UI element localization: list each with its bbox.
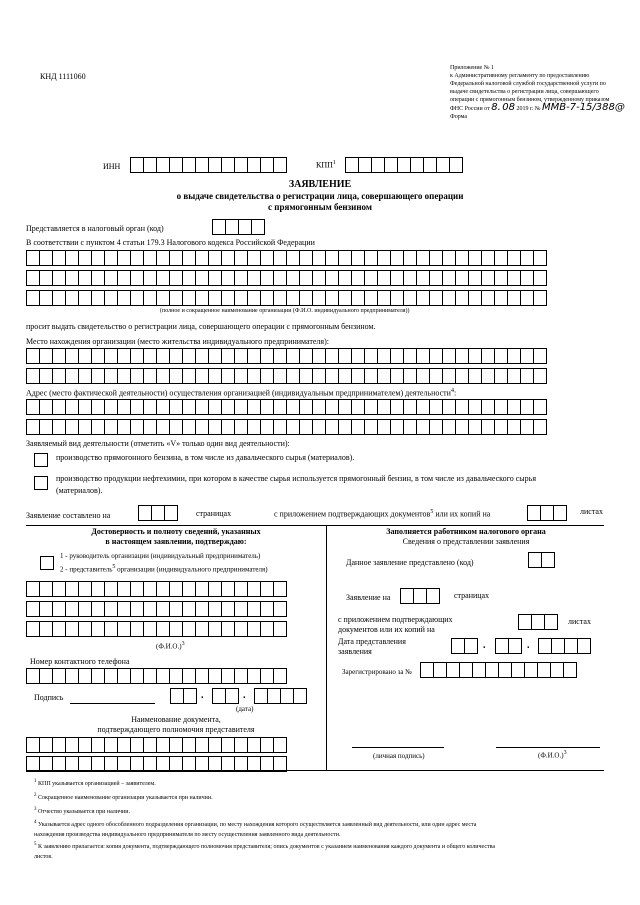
location-label: Место нахождения организации (место жительства индивидуального предпринимателя): [26, 337, 329, 346]
date-separator: . [483, 640, 486, 651]
officer-fio-line[interactable] [496, 747, 600, 748]
fio-row[interactable] [26, 621, 286, 637]
submit-date-label-cont: заявления [338, 647, 372, 656]
section-divider [26, 525, 604, 526]
submitted-code-label: Данное заявление представлено (код) [346, 558, 474, 567]
document-subtitle: с прямогонным бензином [268, 202, 372, 212]
appendix-title: Приложение № 1 [450, 65, 494, 71]
org-name-row[interactable] [26, 290, 546, 306]
appendix-block [450, 64, 625, 121]
with-docs-label: с приложением подтверждающих [338, 615, 453, 624]
doc-name-row[interactable] [26, 737, 286, 753]
appendix-line: операции с прямогонным бензином, утвержденному приказом [450, 97, 610, 103]
date-month-cells[interactable] [212, 688, 238, 704]
officer-signature-line[interactable] [352, 747, 444, 748]
date-separator: . [527, 640, 530, 651]
confirm-title: в настоящем заявлении, подтверждаю: [105, 537, 247, 546]
form-label: Форма [450, 114, 468, 120]
inn-cells[interactable] [130, 157, 286, 173]
appendix-line: выдаче свидетельства о регистрации лица, совершающего [450, 89, 599, 95]
activity-2-checkbox[interactable] [34, 476, 48, 490]
location-row[interactable] [26, 368, 546, 384]
docs-sheets-label: листах [568, 617, 591, 626]
statement-pages-cells[interactable] [400, 588, 439, 604]
footnote-divider [26, 770, 604, 771]
address-row[interactable] [26, 399, 546, 415]
pages-label: страницах [196, 509, 232, 518]
statement-pages-label: страницах [454, 591, 490, 600]
phone-cells[interactable] [26, 668, 286, 684]
personal-signature-caption: (личная подпись) [373, 752, 425, 760]
appendix-line: Федеральной налоговой службой государственной услуги по [450, 81, 606, 87]
address-label: Адрес (место фактической деятельности) осуществления организацией (индивидуальным предпринимателем) деятельности$^4$: [26, 388, 457, 398]
with-docs-label-cont: документов или их копий на [338, 625, 435, 634]
document-title: ЗАЯВЛЕНИЕ [288, 179, 352, 190]
footnote-1: $^1$ КПП указывается организацией – заявителем. [34, 779, 156, 787]
tax-officer-subtitle: Сведения о представлении заявления [402, 537, 530, 546]
tax-officer-title: Заполняется работником налогового органа [386, 527, 546, 536]
date-day-cells[interactable] [170, 688, 196, 704]
footnote-4-cont: нахождения производства индивидуального предпринимателя по месту осуществления заявленного вида деятельности. [34, 832, 341, 838]
footnotes [34, 776, 495, 862]
fio-row[interactable] [26, 601, 286, 617]
fio-row[interactable] [26, 581, 286, 597]
footnote-2: $^2$ Сокращенное наименование организации указывается при наличии. [34, 793, 213, 801]
doc-title: подтверждающего полномочия представителя [97, 725, 255, 734]
appendix-order-line: ФНС России от 8. 08 2019 г. № ММВ-7-15/388@ [450, 102, 625, 113]
submit-month-cells[interactable] [495, 638, 521, 654]
submit-date-label: Дата представления [338, 637, 406, 646]
pages-count-cells[interactable] [138, 505, 177, 521]
inn-label: ИНН [103, 162, 121, 171]
date-separator: . [243, 690, 246, 701]
handwritten-order-number: ММВ-7-15/388@ [542, 102, 625, 113]
confirm-title: Достоверность и полноту сведений, указанных [91, 527, 261, 536]
activity-2-text: производство продукции нефтехимии, при котором в качестве сырья используется прямогонный бензин, в том числе из давальческого сырья [56, 474, 536, 483]
org-name-row[interactable] [26, 270, 546, 286]
activity-1-checkbox[interactable] [34, 453, 48, 467]
org-name-caption: (полное и сокращенное наименование организации (Ф.И.О. индивидуального предпринимателя)) [160, 308, 410, 314]
footnote-3: $^3$ Отчество указывается при наличии. [34, 807, 130, 815]
tax-authority-code-cells[interactable] [212, 219, 264, 235]
date-year-cells[interactable] [254, 688, 306, 704]
handwritten-month: 08 [502, 102, 515, 113]
handwritten-day: 8. [491, 102, 501, 113]
document-subtitle: о выдаче свидетельства о регистрации лица, совершающего операции [176, 191, 464, 201]
footnote-5: $^5$ К заявлению прилагается: копия документа, подтверждающего полномочия представителя; опись документов с указанием наименования каждого документа и общего количества [34, 842, 496, 850]
docs-sheets-cells[interactable] [518, 614, 557, 630]
activity-label: Заявляемый вид деятельности (отметить «V» только один вид деятельности): [26, 439, 290, 448]
date-separator: . [201, 690, 204, 701]
submit-day-cells[interactable] [451, 638, 477, 654]
kpp-cells[interactable] [345, 157, 462, 173]
address-row[interactable] [26, 419, 546, 435]
compiled-on-label: Заявление составлено на [26, 511, 111, 520]
fio-caption: $(Ф.И.О.)^3$ [156, 641, 185, 651]
footnote-5-cont: листов. [34, 854, 53, 860]
signature-label: Подпись [34, 693, 64, 702]
tax-authority-label: Представляется в налоговый орган (код) [26, 224, 164, 233]
statement-on-label: Заявление на [346, 593, 391, 602]
activity-2-text-cont: (материалов). [56, 486, 103, 495]
registered-label: Зарегистрировано за № [342, 668, 412, 676]
sheets-count-cells[interactable] [527, 505, 566, 521]
signer-option-1: 1 - руководитель организации (индивидуальный предприниматель) [60, 552, 261, 560]
registration-number-cells[interactable] [420, 662, 576, 678]
appendix-line: к Административному регламенту по предоставлению [450, 73, 590, 79]
form-code: КНД 1111060 [40, 72, 86, 81]
column-divider [326, 525, 327, 770]
with-docs-label: с приложением подтверждающих документов$^5$ или их копий на [274, 509, 491, 519]
footnote-4: $^4$ Указывается адрес одного обособленного подразделения организации, по месту нахождения которого осуществляется заявленный вид деятельности, или один адрес места [34, 820, 477, 828]
org-name-row[interactable] [26, 250, 546, 266]
kpp-label: КПП$^1$ [316, 160, 336, 170]
sheets-label: листах [580, 507, 603, 516]
submit-year-cells[interactable] [538, 638, 590, 654]
signer-type-box[interactable] [40, 556, 54, 570]
request-text: просит выдать свидетельство о регистрации лица, совершающего операции с прямогонным бензином. [26, 322, 376, 331]
doc-title: Наименование документа, [131, 715, 221, 724]
officer-fio-caption: $(Ф.И.О.)^3$ [538, 750, 567, 760]
phone-label: Номер контактного телефона [30, 657, 130, 666]
submitted-code-cells[interactable] [528, 552, 554, 568]
activity-1-text: производство прямогонного бензина, в том числе из давальческого сырья (материалов). [56, 453, 355, 462]
date-caption: (дата) [236, 705, 254, 713]
signature-line[interactable] [70, 703, 155, 704]
signer-option-2: 2 - представитель$^5$ организации (индивидуального предпринимателя) [60, 564, 268, 574]
legal-basis: В соответствии с пунктом 4 статьи 179.3 Налогового кодекса Российской Федерации [26, 238, 315, 247]
location-row[interactable] [26, 348, 546, 364]
